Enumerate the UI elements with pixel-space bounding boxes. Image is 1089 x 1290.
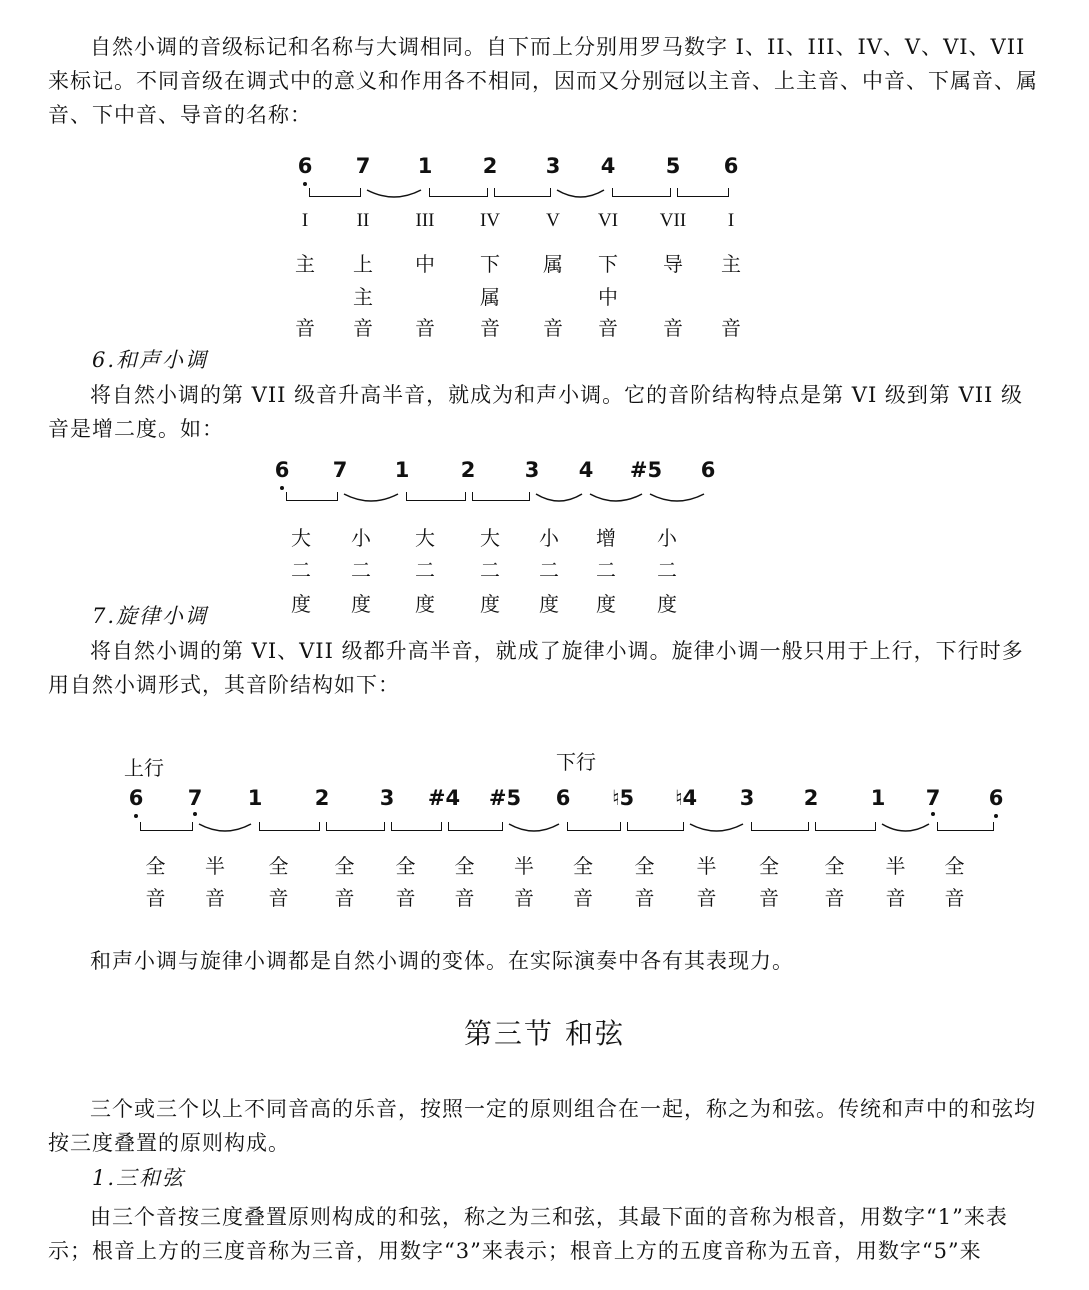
scale-note: 6 — [988, 786, 1004, 810]
step-label: 音 — [944, 886, 965, 910]
half-step-arc — [646, 492, 708, 506]
step-label: 全 — [334, 854, 355, 878]
heading-melodic-minor: 7.旋律小调 — [92, 604, 209, 628]
scale-note: 3 — [524, 458, 540, 482]
scale-note: 2 — [803, 786, 819, 810]
interval-label: 二 — [415, 558, 435, 582]
step-label: 音 — [824, 886, 845, 910]
interval-label: 二 — [291, 558, 311, 582]
degree-name: 主 — [353, 285, 373, 309]
harmonic-minor-paragraph: 将自然小调的第 VII 级音升高半音，就成为和声小调。它的音阶结构特点是第 VI 级到第 VII 级音是增二度。如： — [48, 383, 1024, 441]
heading-harmonic-minor: 6.和声小调 — [92, 348, 209, 372]
degree-name: 主 — [721, 252, 741, 276]
degree-name: 上 — [353, 252, 373, 276]
degree-name: 下 — [598, 252, 618, 276]
whole-step-bracket — [937, 822, 994, 831]
degree-name: 音 — [663, 316, 683, 340]
chord-paragraph: 三个或三个以上不同音高的乐音，按照一定的原则组合在一起，称之为和弦。传统和声中的和弦均按三度叠置的原则构成。 — [48, 1097, 1036, 1155]
step-label: 音 — [145, 886, 166, 910]
whole-step-bracket — [472, 492, 530, 501]
scale-note: 4 — [600, 154, 616, 178]
scale-note: 6 — [723, 154, 739, 178]
interval-label: 度 — [351, 592, 371, 616]
degree-name: 导 — [663, 252, 683, 276]
step-label: 音 — [759, 886, 779, 910]
scale-note: 1 — [394, 458, 410, 482]
step-label: 全 — [944, 854, 965, 878]
roman-numeral: VII — [659, 210, 687, 231]
step-label: 音 — [634, 886, 655, 910]
section-title: 第三节 和弦 — [464, 1017, 625, 1050]
degree-name: 中 — [598, 285, 618, 309]
ascending-label: 上行 — [124, 756, 164, 780]
interval-label: 二 — [596, 558, 616, 582]
scale-note: 3 — [379, 786, 395, 810]
step-label: 音 — [514, 886, 534, 910]
lower-octave-dot — [193, 812, 197, 816]
half-step-arc — [505, 822, 563, 836]
scale-note: 3 — [545, 154, 561, 178]
scale-note: 2 — [460, 458, 476, 482]
whole-step-bracket — [751, 822, 809, 831]
interval-label: 度 — [415, 592, 435, 616]
whole-step-bracket — [140, 822, 193, 831]
step-label: 全 — [634, 854, 655, 878]
half-step-arc — [195, 822, 255, 836]
step-label: 全 — [824, 854, 845, 878]
interval-label: 小 — [657, 526, 677, 550]
interval-label: 度 — [596, 592, 616, 616]
interval-label: 二 — [657, 558, 677, 582]
scale-note: 7 — [332, 458, 348, 482]
scale-note: 6 — [128, 786, 144, 810]
scale-note: 7 — [925, 786, 941, 810]
lower-octave-dot — [931, 812, 935, 816]
whole-step-bracket — [406, 492, 466, 501]
degree-name: 属 — [480, 285, 500, 309]
lower-octave-dot — [134, 814, 138, 818]
interval-label: 小 — [539, 526, 559, 550]
step-label: 音 — [454, 886, 475, 910]
scale-note: 6 — [274, 458, 290, 482]
step-label: 音 — [696, 886, 717, 910]
scale-note: 6 — [555, 786, 571, 810]
half-step-arc — [553, 188, 608, 202]
interval-label: 度 — [291, 592, 311, 616]
scale-note: 1 — [870, 786, 886, 810]
step-label: 全 — [759, 854, 779, 878]
scale-note: 7 — [355, 154, 371, 178]
whole-step-bracket — [326, 822, 385, 831]
whole-step-bracket — [627, 822, 684, 831]
descending-label: 下行 — [556, 750, 596, 774]
scale-note: 5 — [665, 154, 681, 178]
scale-note: 6 — [297, 154, 313, 178]
step-label: 音 — [268, 886, 289, 910]
degree-name: 音 — [480, 316, 500, 340]
roman-numeral: I — [301, 210, 309, 231]
degree-name: 音 — [543, 316, 563, 340]
degree-name: 音 — [598, 316, 618, 340]
roman-numeral: II — [356, 210, 370, 231]
augmented-second-arc — [586, 492, 646, 506]
scale-note: 3 — [739, 786, 755, 810]
degree-name: 下 — [480, 252, 500, 276]
step-label: 半 — [514, 854, 534, 878]
melodic-minor-paragraph: 将自然小调的第 VI、VII 级都升高半音，就成了旋律小调。旋律小调一般只用于上行，下行时多用自然小调形式，其音阶结构如下： — [48, 639, 1024, 697]
step-label: 半 — [696, 854, 717, 878]
interval-label: 二 — [480, 558, 500, 582]
step-label: 音 — [205, 886, 225, 910]
scale-note: 1 — [417, 154, 433, 178]
roman-numeral: VI — [597, 210, 619, 231]
scale-note: 2 — [482, 154, 498, 178]
scale-note: 4 — [578, 458, 594, 482]
degree-name: 主 — [295, 252, 315, 276]
scale-note: #5 — [488, 786, 522, 810]
whole-step-bracket — [567, 822, 621, 831]
whole-step-bracket — [448, 822, 503, 831]
interval-label: 度 — [480, 592, 500, 616]
half-step-arc — [532, 492, 586, 506]
step-label: 音 — [885, 886, 906, 910]
interval-label: 二 — [351, 558, 371, 582]
step-label: 全 — [395, 854, 416, 878]
degree-name: 中 — [415, 252, 435, 276]
whole-step-bracket — [677, 188, 729, 197]
interval-label: 二 — [539, 558, 559, 582]
lower-octave-dot — [280, 486, 284, 490]
degree-name: 属 — [543, 252, 563, 276]
scale-note: #4 — [427, 786, 461, 810]
scale-note: ♮5 — [611, 786, 635, 810]
interval-label: 大 — [415, 526, 435, 550]
triad-paragraph: 由三个音按三度叠置原则构成的和弦，称之为三和弦，其最下面的音称为根音，用数字“1”来表示；根音上方的三度音称为三音，用数字“3”来表示；根音上方的五度音称为五音，用数字“5”来 — [48, 1205, 1008, 1263]
whole-step-bracket — [612, 188, 671, 197]
whole-step-bracket — [494, 188, 551, 197]
roman-numeral: I — [727, 210, 735, 231]
step-label: 全 — [145, 854, 166, 878]
lower-octave-dot — [303, 182, 307, 186]
half-step-arc — [686, 822, 747, 836]
interval-label: 度 — [539, 592, 559, 616]
roman-numeral: V — [546, 210, 560, 231]
degree-name: 音 — [353, 316, 373, 340]
heading-triad: 1.三和弦 — [92, 1166, 186, 1190]
degree-name: 音 — [295, 316, 315, 340]
interval-label: 度 — [657, 592, 677, 616]
step-label: 全 — [454, 854, 475, 878]
interval-label: 大 — [291, 526, 311, 550]
step-label: 半 — [885, 854, 906, 878]
scale-note: 7 — [187, 786, 203, 810]
step-label: 全 — [268, 854, 289, 878]
lower-octave-dot — [994, 814, 998, 818]
scale-note: #5 — [629, 458, 663, 482]
variant-paragraph: 和声小调与旋律小调都是自然小调的变体。在实际演奏中各有其表现力。 — [90, 949, 794, 973]
interval-label: 增 — [596, 526, 616, 550]
scale-note: ♮4 — [674, 786, 698, 810]
step-label: 半 — [205, 854, 225, 878]
roman-numeral: IV — [479, 210, 501, 231]
half-step-arc — [340, 492, 402, 506]
whole-step-bracket — [429, 188, 488, 197]
interval-label: 大 — [480, 526, 500, 550]
whole-step-bracket — [309, 188, 361, 197]
half-step-arc — [363, 188, 425, 202]
degree-name: 音 — [415, 316, 435, 340]
degree-name: 音 — [721, 316, 741, 340]
roman-numeral: III — [415, 210, 435, 231]
scale-note: 1 — [247, 786, 263, 810]
whole-step-bracket — [391, 822, 442, 831]
scale-note: 2 — [314, 786, 330, 810]
whole-step-bracket — [815, 822, 876, 831]
intro-paragraph: 自然小调的音级标记和名称与大调相同。自下而上分别用罗马数字 I、II、III、IV、V、VI、VII 来标记。不同音级在调式中的意义和作用各不相同，因而又分别冠以主音、上主音、中音、下属音、属音、下中音、导音的名称： — [48, 35, 1038, 127]
scale-note: 6 — [700, 458, 716, 482]
interval-label: 小 — [351, 526, 371, 550]
whole-step-bracket — [259, 822, 320, 831]
half-step-arc — [878, 822, 933, 836]
whole-step-bracket — [286, 492, 338, 501]
step-label: 全 — [573, 854, 593, 878]
step-label: 音 — [395, 886, 416, 910]
step-label: 音 — [334, 886, 355, 910]
step-label: 音 — [573, 886, 593, 910]
